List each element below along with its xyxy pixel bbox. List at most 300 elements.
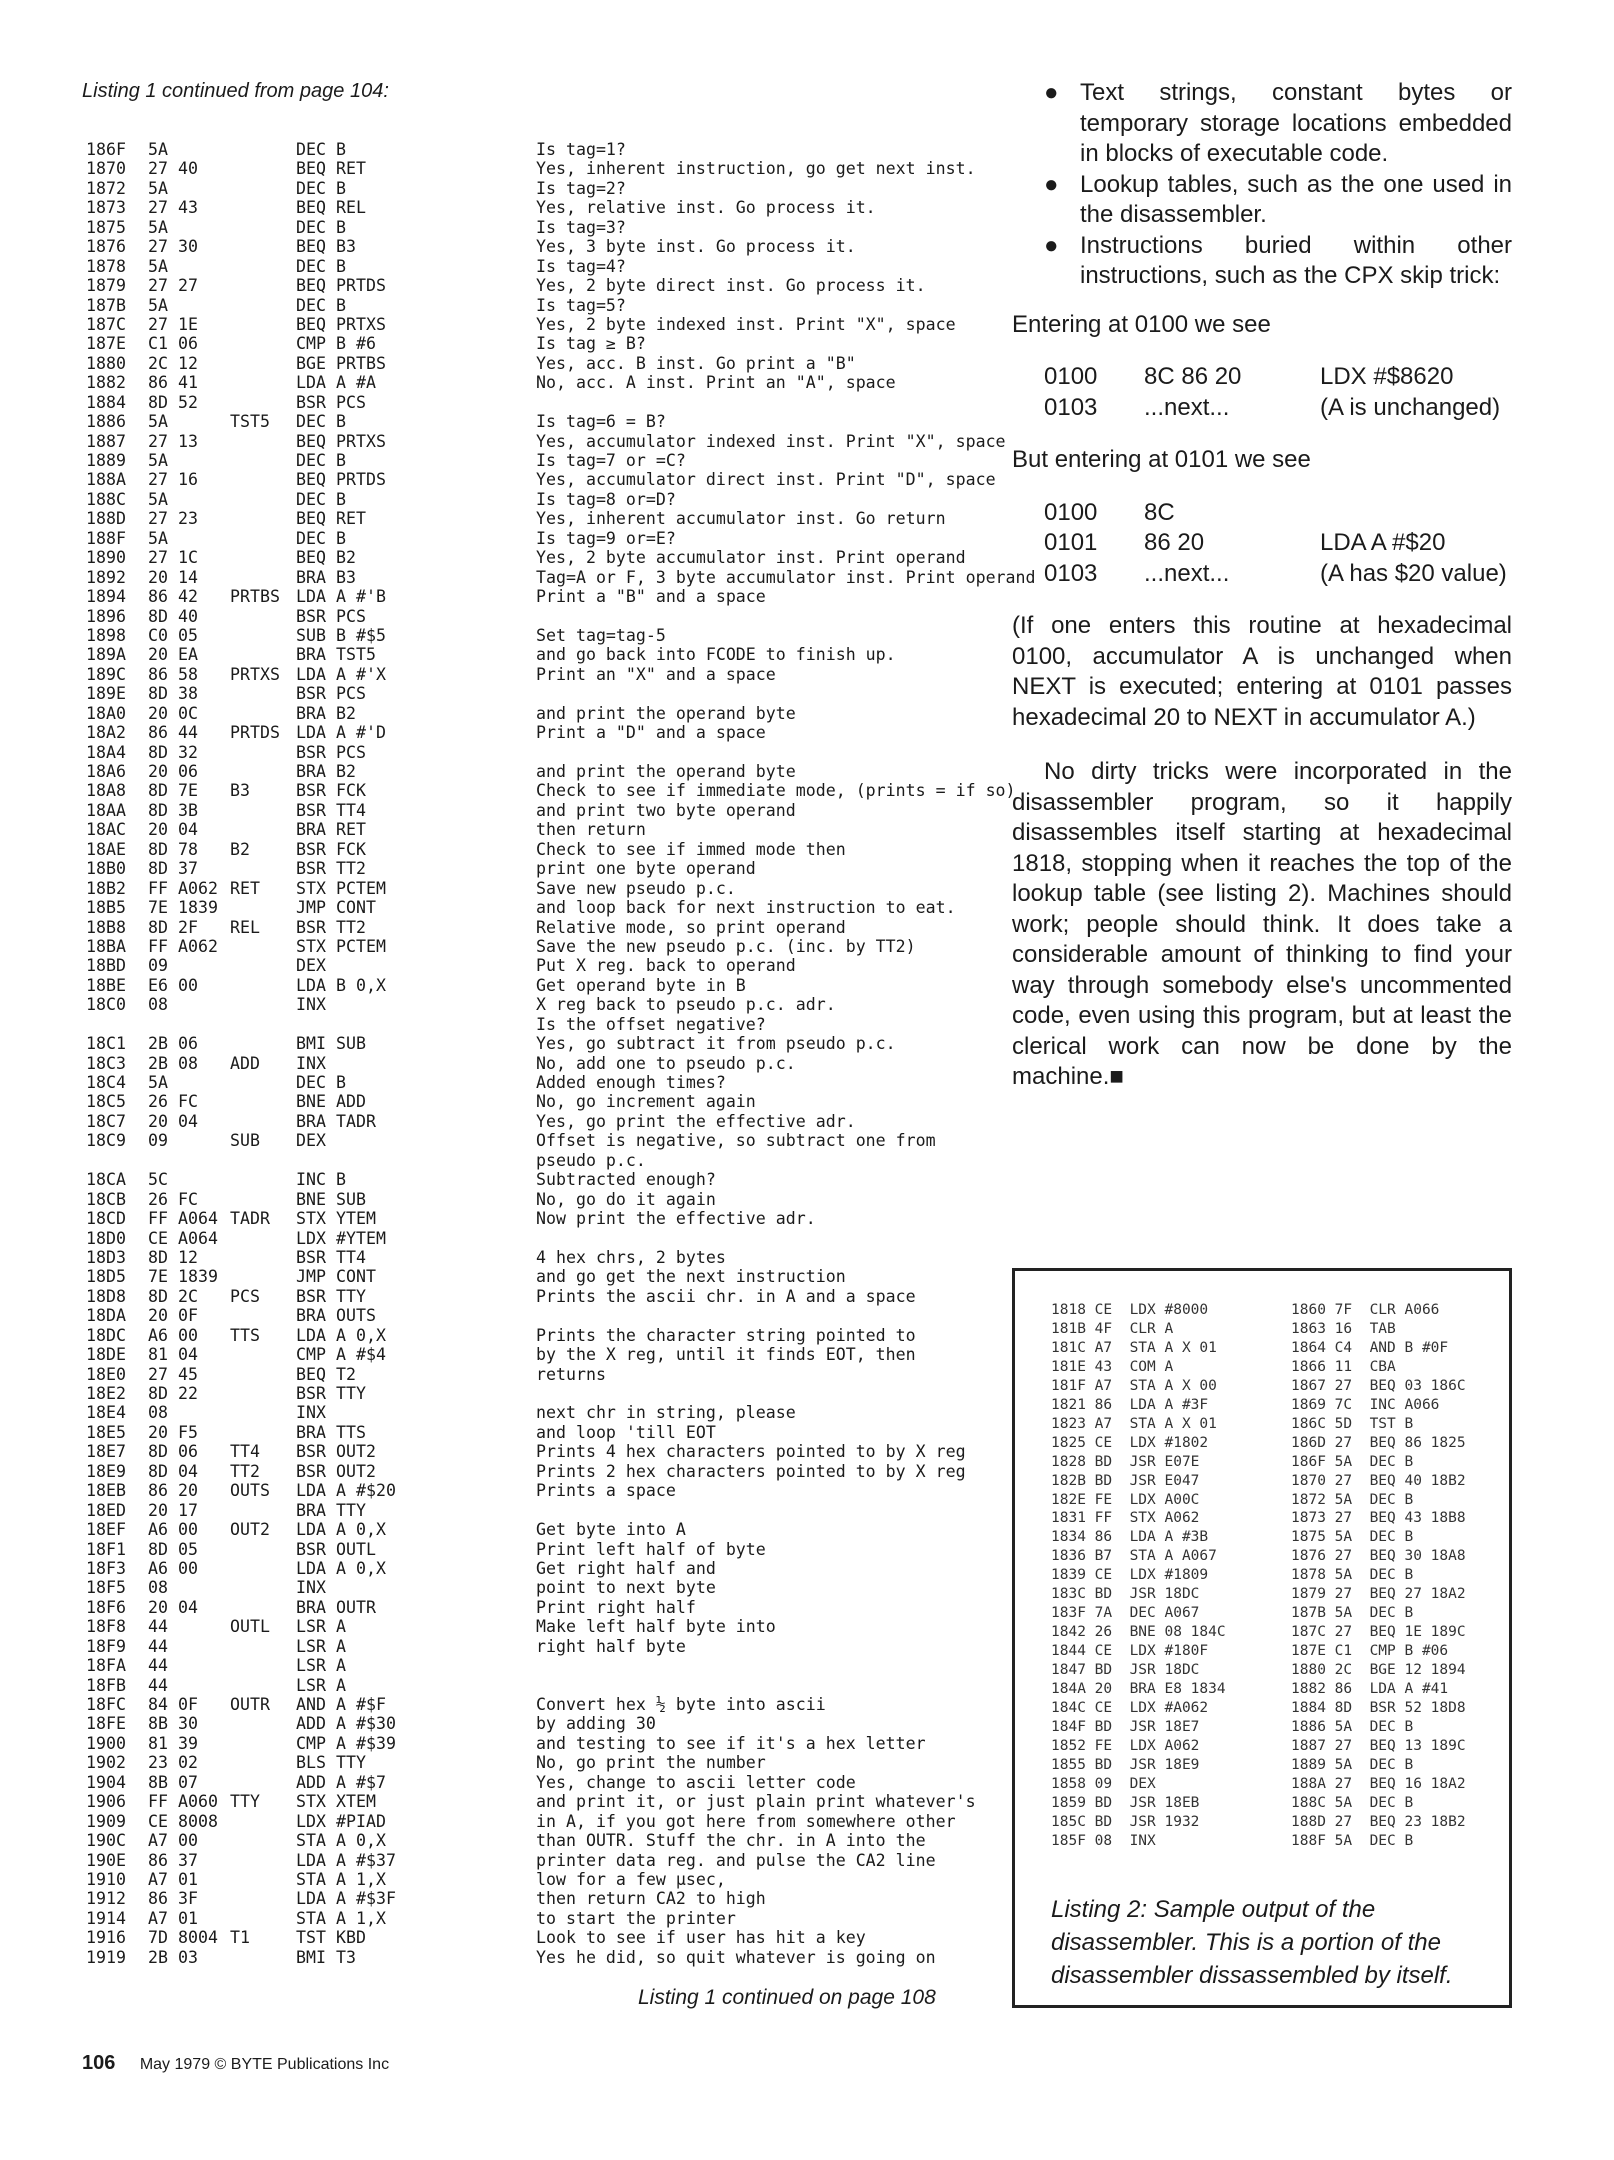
listing-row (86, 1015, 1036, 1034)
listing-bytes: 86 42 (148, 587, 198, 607)
listing-address: 18AE (86, 839, 126, 859)
listing-row (86, 976, 1036, 995)
listing-2-output (1051, 1301, 1466, 1851)
output-right: 188A 27 BEQ 16 18A2 (1291, 1775, 1466, 1792)
listing-address: 1890 (86, 548, 126, 568)
listing-bytes: 8D 52 (148, 392, 198, 412)
listing-bytes: 27 13 (148, 431, 198, 451)
listing-bytes: 27 40 (148, 159, 198, 179)
listing-operand: B (336, 178, 346, 198)
listing-operand: SUB (336, 1034, 366, 1054)
listing-operand: A (336, 1636, 346, 1656)
output-row (1051, 1661, 1466, 1680)
listing-operand: PCTEM (336, 936, 386, 956)
listing-bytes: 8D 3B (148, 800, 198, 820)
output-right: 1880 2C BGE 12 1894 (1291, 1662, 1466, 1679)
listing-opcode: STA (296, 1869, 326, 1889)
listing-row (86, 1248, 1036, 1267)
code-bytes: ...next... (1144, 393, 1230, 421)
listing-operand: TTY (336, 1384, 366, 1403)
output-row (1051, 1491, 1466, 1510)
listing-address: 188D (86, 509, 126, 529)
listing-comment: pseudo p.c. (536, 1150, 646, 1170)
listing-address: 1886 (86, 412, 126, 432)
listing-bytes: 20 14 (148, 567, 198, 587)
listing-operand: TTS (336, 1422, 366, 1442)
listing-label: PCS (230, 1286, 260, 1306)
listing-bytes: 86 3F (148, 1889, 198, 1909)
listing-row (86, 1501, 1036, 1520)
listing-comment: X reg back to pseudo p.c. adr. (536, 995, 836, 1015)
listing-opcode: ADD (296, 1714, 326, 1734)
listing-opcode: DEC (296, 178, 326, 198)
listing-comment: Print a "D" and a space (536, 723, 766, 743)
output-row (1051, 1699, 1466, 1718)
listing-row (86, 1190, 1036, 1209)
listing-bytes: 27 16 (148, 470, 198, 490)
output-right: 1864 C4 AND B #0F (1291, 1339, 1449, 1356)
listing-comment: and loop back for next instruction to eat. (536, 898, 956, 918)
listing-address: 18FC (86, 1695, 126, 1714)
output-row (1051, 1794, 1466, 1813)
listing-operand: B3 (336, 567, 356, 587)
listing-comment: Set tag=tag-5 (536, 625, 666, 645)
listing-address: 18C0 (86, 995, 126, 1015)
code-example-b (1044, 498, 1512, 590)
listing-opcode: BRA (296, 820, 326, 840)
output-left: 1828 BD JSR E07E (1051, 1453, 1200, 1470)
listing-bytes: 8D 04 (148, 1461, 198, 1481)
output-left: 1834 86 LDA A #3B (1051, 1529, 1209, 1546)
listing-row (86, 918, 1036, 937)
output-row (1051, 1320, 1466, 1339)
listing-label: OUTR (230, 1695, 270, 1714)
listing-opcode: LDA (296, 1558, 326, 1578)
listing-operand: #PIAD (336, 1811, 386, 1831)
listing-operand: A 1,X (336, 1908, 386, 1928)
listing-row (86, 548, 1036, 567)
listing-address: 187E (86, 334, 126, 354)
listing-opcode: DEX (296, 1131, 326, 1151)
listing-row (86, 1034, 1036, 1053)
output-row (1051, 1509, 1466, 1528)
output-row (1051, 1339, 1466, 1358)
listing-comment: Get operand byte in B (536, 975, 746, 995)
listing-address: 1909 (86, 1811, 126, 1831)
listing-comment: and print the operand byte (536, 703, 796, 723)
listing-row (86, 354, 1036, 373)
output-right: 186F 5A DEC B (1291, 1453, 1414, 1470)
listing-bytes: 44 (148, 1656, 168, 1676)
listing-comment: Yes, inherent accumulator inst. Go return (536, 509, 946, 529)
listing-opcode: BRA (296, 1500, 326, 1520)
output-right: 1876 27 BEQ 30 18A8 (1291, 1548, 1466, 1565)
listing-operand: TT2 (336, 859, 366, 879)
listing-address: 1878 (86, 256, 126, 276)
listing-operand: PRTXS (336, 431, 386, 451)
output-left: 1821 86 LDA A #3F (1051, 1396, 1209, 1413)
listing-row (86, 412, 1036, 431)
listing-row (86, 218, 1036, 237)
listing-comment: Check to see if immediate mode, (prints = if so) (536, 781, 1016, 801)
listing-bytes: 81 39 (148, 1733, 198, 1753)
listing-bytes: 23 02 (148, 1753, 198, 1773)
listing-label: B3 (230, 781, 250, 801)
listing-opcode: LSR (296, 1636, 326, 1656)
listing-bytes: 7D 8004 (148, 1928, 218, 1948)
listing-row (86, 1365, 1036, 1384)
listing-bytes: 20 04 (148, 820, 198, 840)
output-row (1051, 1832, 1466, 1851)
listing-address: 18C4 (86, 1073, 126, 1092)
listing-comment: printer data reg. and pulse the CA2 line (536, 1850, 936, 1870)
listing-opcode: DEX (296, 956, 326, 976)
listing-bytes: 20 EA (148, 645, 198, 665)
code-address: 0103 (1044, 393, 1098, 421)
bullet-item: ● Lookup tables, such as the one used in the disassembler. (1044, 170, 1512, 228)
code-line (1044, 528, 1512, 559)
footer-credit: May 1979 © BYTE Publications Inc (139, 2056, 390, 2073)
listing-row (86, 840, 1036, 859)
output-left: 1844 CE LDX #180F (1051, 1643, 1209, 1660)
listing-operand: A #$3F (336, 1889, 396, 1909)
listing-label: TADR (230, 1209, 270, 1229)
listing-operand: A #$4 (336, 1345, 386, 1365)
listing-address: 1900 (86, 1733, 126, 1753)
listing-comment: Print right half (536, 1597, 696, 1617)
listing-comment: Put X reg. back to operand (536, 956, 796, 976)
listing-label: PRTBS (230, 587, 280, 607)
listing-operand: PCS (336, 742, 366, 762)
listing-opcode: INX (296, 1053, 326, 1073)
listing-bytes: 27 43 (148, 198, 198, 218)
listing-address: 1880 (86, 353, 126, 373)
listing-label: ADD (230, 1053, 260, 1073)
listing-operand: B (336, 140, 346, 159)
listing-operand: FCK (336, 839, 366, 859)
listing-operand: OUTR (336, 1597, 376, 1617)
code-address: 0100 (1044, 498, 1098, 526)
listing-bytes: 8D 12 (148, 1247, 198, 1267)
listing-operand: PCTEM (336, 878, 386, 898)
listing-bytes: 7E 1839 (148, 1267, 218, 1287)
output-row (1051, 1680, 1466, 1699)
listing-row (86, 1734, 1036, 1753)
listing-operand: A 0,X (336, 1325, 386, 1345)
listing-opcode: BEQ (296, 509, 326, 529)
listing-address: 18BD (86, 956, 126, 976)
listing-address: 1879 (86, 276, 126, 296)
listing-row (86, 1598, 1036, 1617)
listing-bytes: 44 (148, 1617, 168, 1637)
listing-row (86, 626, 1036, 645)
listing-address: 188C (86, 489, 126, 509)
listing-row (86, 879, 1036, 898)
listing-bytes: 5A (148, 489, 168, 509)
listing-opcode: BSR (296, 684, 326, 704)
listing-comment: Save the new pseudo p.c. (inc. by TT2) (536, 936, 916, 956)
listing-opcode: BSR (296, 839, 326, 859)
listing-address: 18DC (86, 1325, 126, 1345)
listing-row (86, 1909, 1036, 1928)
listing-opcode: BRA (296, 1306, 326, 1326)
listing-bytes: 5A (148, 295, 168, 315)
listing-bytes: 09 (148, 1131, 168, 1151)
listing-operand: T3 (336, 1947, 356, 1967)
listing-opcode: LSR (296, 1675, 326, 1695)
listing-operand: A 1,X (336, 1869, 386, 1889)
listing-label: TST5 (230, 412, 270, 432)
listing-operand: B (336, 256, 346, 276)
listing-address: 1887 (86, 431, 126, 451)
listing-continued-footer: Listing 1 continued on page 108 (638, 1986, 936, 2009)
listing-row (86, 1637, 1036, 1656)
listing-bytes: FF A064 (148, 1209, 218, 1229)
listing-operand: TT4 (336, 1247, 366, 1267)
output-row (1051, 1623, 1466, 1642)
code-address: 0100 (1044, 363, 1098, 390)
listing-opcode: BEQ (296, 159, 326, 179)
listing-row (86, 1559, 1036, 1578)
listing-row (86, 1054, 1036, 1073)
listing-comment: Yes, change to ascii letter code (536, 1772, 856, 1792)
listing-opcode: BSR (296, 1384, 326, 1403)
listing-opcode: BEQ (296, 198, 326, 218)
listing-address: 1892 (86, 567, 126, 587)
output-row (1051, 1585, 1466, 1604)
listing-comment: to start the printer (536, 1908, 736, 1928)
listing-row (86, 276, 1036, 295)
listing-row (86, 1287, 1036, 1306)
listing-row (86, 1092, 1036, 1111)
listing-bytes: 20 04 (148, 1111, 198, 1131)
listing-operand: ADD (336, 1092, 366, 1112)
listing-opcode: LDA (296, 1481, 326, 1501)
listing-opcode: BEQ (296, 431, 326, 451)
listing-address: 18B0 (86, 859, 126, 879)
output-right: 1889 5A DEC B (1291, 1756, 1414, 1773)
bullet-icon: ● (1044, 79, 1059, 106)
listing-operand: A #A (336, 373, 376, 393)
listing-row (86, 509, 1036, 528)
listing-opcode: INX (296, 995, 326, 1015)
listing-opcode: BSR (296, 781, 326, 801)
listing-row (86, 762, 1036, 781)
listing-operand: CONT (336, 898, 376, 918)
listing-operand: A #$7 (336, 1772, 386, 1792)
listing-row (86, 937, 1036, 956)
listing-address: 18AC (86, 820, 126, 840)
listing-address: 1872 (86, 178, 126, 198)
output-left: 182B BD JSR E047 (1051, 1472, 1200, 1489)
listing-row (86, 257, 1036, 276)
listing-comment: next chr in string, please (536, 1403, 796, 1423)
listing-bytes: 8D 05 (148, 1539, 198, 1559)
listing-opcode: STA (296, 1831, 326, 1851)
listing-bytes: 2C 12 (148, 353, 198, 373)
listing-address: 18CA (86, 1170, 126, 1190)
listing-address: 1906 (86, 1792, 126, 1812)
listing-address: 187C (86, 314, 126, 334)
listing-address: 18CD (86, 1209, 126, 1229)
code-mnemonic: LDA A #$20 (1320, 529, 1446, 556)
listing-address: 18ED (86, 1500, 126, 1520)
listing-address: 18A8 (86, 781, 126, 801)
bullet-item: ● Instructions buried within other instructions, such as the CPX skip trick: (1044, 231, 1512, 289)
listing-bytes: 20 0C (148, 703, 198, 723)
listing-opcode: BEQ (296, 548, 326, 568)
listing-operand: CONT (336, 1267, 376, 1287)
listing-comment: and go back into FCODE to finish up. (536, 645, 896, 665)
listing-opcode: LDA (296, 664, 326, 684)
listing-operand: RET (336, 509, 366, 529)
listing-label: PRTDS (230, 723, 280, 743)
listing-row (86, 1676, 1036, 1695)
listing-opcode: DEC (296, 528, 326, 548)
listing-comment: No, go increment again (536, 1092, 756, 1112)
listing-comment: Print left half of byte (536, 1539, 766, 1559)
listing-comment: Is tag=5? (536, 295, 626, 315)
paragraph-conclusion: No dirty tricks were incorporated in the disassembler program, so it happily disassembles itself starting at hexadecimal 1818, stopping when it reaches the top of the lookup table (see listing 2). Machines should work; people should think. It does take a considerable amount of thinking to find your way through somebody else's uncommented code, even using this program, but at least the clerical work can now be done by the machine.■ (1012, 758, 1512, 1090)
listing-operand: TST5 (336, 645, 376, 665)
listing-operand: B (336, 528, 346, 548)
listing-address: 1873 (86, 198, 126, 218)
listing-address: 18BA (86, 936, 126, 956)
listing-opcode: BEQ (296, 470, 326, 490)
listing-row (86, 781, 1036, 800)
output-right: 1886 5A DEC B (1291, 1718, 1414, 1735)
output-right: 1866 11 CBA (1291, 1358, 1396, 1375)
listing-operand: TTY (336, 1753, 366, 1773)
listing-address: 189A (86, 645, 126, 665)
listing-row (86, 1656, 1036, 1675)
listing-row (86, 1170, 1036, 1189)
output-right: 1884 8D BSR 52 18D8 (1291, 1700, 1466, 1717)
code-mnemonic: LDX #$8620 (1320, 363, 1454, 390)
listing-opcode: LSR (296, 1617, 326, 1637)
code-bytes: 8C (1144, 498, 1175, 526)
listing-opcode: DEC (296, 140, 326, 159)
listing-bytes: 5A (148, 528, 168, 548)
output-right: 186D 27 BEQ 86 1825 (1291, 1434, 1466, 1451)
listing-address: 18F8 (86, 1617, 126, 1637)
listing-bytes: 86 41 (148, 373, 198, 393)
listing-bytes: 08 (148, 1403, 168, 1423)
listing-bytes: CE 8008 (148, 1811, 218, 1831)
output-left: 1825 CE LDX #1802 (1051, 1434, 1209, 1451)
listing-comment: print one byte operand (536, 859, 756, 879)
listing-row (86, 179, 1036, 198)
listing-row (86, 1714, 1036, 1733)
listing-row (86, 140, 1036, 159)
listing-opcode: BSR (296, 917, 326, 937)
listing-address: 18B2 (86, 878, 126, 898)
listing-bytes: C0 05 (148, 625, 198, 645)
listing-label: RET (230, 878, 260, 898)
listing-bytes: 20 0F (148, 1306, 198, 1326)
listing-comment: Is tag=3? (536, 217, 626, 237)
page-footer (82, 2052, 389, 2075)
output-left: 181E 43 COM A (1051, 1358, 1174, 1375)
listing-comment: and print it, or just plain print whatever's (536, 1792, 976, 1812)
listing-bytes: 5A (148, 256, 168, 276)
listing-comment: Tag=A or F, 3 byte accumulator inst. Print operand (536, 567, 1036, 587)
listing-row (86, 1889, 1036, 1908)
listing-row (86, 684, 1036, 703)
listing-bytes: 27 23 (148, 509, 198, 529)
listing-opcode: AND (296, 1695, 326, 1714)
listing-bytes: 2B 03 (148, 1947, 198, 1967)
output-row (1051, 1434, 1466, 1453)
listing-operand: PCS (336, 392, 366, 412)
listing-operand: PCS (336, 606, 366, 626)
code-bytes: ...next... (1144, 559, 1230, 587)
code-mnemonic: (A is unchanged) (1320, 393, 1501, 421)
listing-row (86, 1870, 1036, 1889)
listing-row (86, 1306, 1036, 1325)
paragraph-explanation: (If one enters this routine at hexadecimal 0100, accumulator A is unchanged when NEXT is executed; entering at 0101 passes hexadecimal 20 to NEXT in accumulator A.) (1012, 612, 1512, 731)
listing-comment: and print the operand byte (536, 762, 796, 781)
listing-opcode: STX (296, 936, 326, 956)
listing-operand: B2 (336, 548, 356, 568)
output-right: 1887 27 BEQ 13 189C (1291, 1737, 1466, 1754)
listing-comment: Yes, go subtract it from pseudo p.c. (536, 1034, 896, 1054)
listing-label: OUTL (230, 1617, 270, 1637)
listing-opcode: JMP (296, 898, 326, 918)
listing-row (86, 1481, 1036, 1500)
listing-comment: then return (536, 820, 646, 840)
listing-opcode: BRA (296, 703, 326, 723)
listing-bytes: A6 00 (148, 1520, 198, 1540)
listing-address: 18AA (86, 800, 126, 820)
listing-comment: Make left half byte into (536, 1617, 776, 1637)
listing-comment: Is tag ≥ B? (536, 334, 646, 354)
listing-operand: T2 (336, 1364, 356, 1384)
listing-comment: No, go do it again (536, 1189, 716, 1209)
listing-address: 188F (86, 528, 126, 548)
listing-operand: B (336, 217, 346, 237)
listing-address: 1904 (86, 1772, 126, 1792)
listing-address: 18F1 (86, 1539, 126, 1559)
listing-address: 1916 (86, 1928, 126, 1948)
listing-opcode: SUB (296, 625, 326, 645)
listing-operand: A #$37 (336, 1850, 396, 1870)
listing-comment: Convert hex ½ byte into ascii (536, 1695, 826, 1714)
listing-address: 18F3 (86, 1558, 126, 1578)
output-left: 1823 A7 STA A X 01 (1051, 1415, 1217, 1432)
listing-bytes: 08 (148, 1578, 168, 1598)
bullet-item: ● Text strings, constant bytes or temporary storage locations embedded in blocks of executable code. (1044, 79, 1512, 167)
listing-row (86, 315, 1036, 334)
listing-opcode: STX (296, 1209, 326, 1229)
listing-comment: 4 hex chrs, 2 bytes (536, 1247, 726, 1267)
listing-opcode: BSR (296, 1286, 326, 1306)
listing-address: 1876 (86, 237, 126, 257)
listing-address: 189C (86, 664, 126, 684)
listing-opcode: BSR (296, 1247, 326, 1267)
listing-operand: OUT2 (336, 1461, 376, 1481)
listing-opcode: STX (296, 878, 326, 898)
listing-opcode: ADD (296, 1772, 326, 1792)
listing-row (86, 1851, 1036, 1870)
listing-opcode: BEQ (296, 237, 326, 257)
listing-label: TT4 (230, 1442, 260, 1462)
output-left: 185F 08 INX (1051, 1832, 1156, 1849)
listing-operand: B (336, 451, 346, 470)
listing-comment: than OUTR. Stuff the chr. in A into the (536, 1831, 926, 1851)
listing-bytes: FF A062 (148, 878, 218, 898)
page-number: 106 (82, 2052, 116, 2074)
